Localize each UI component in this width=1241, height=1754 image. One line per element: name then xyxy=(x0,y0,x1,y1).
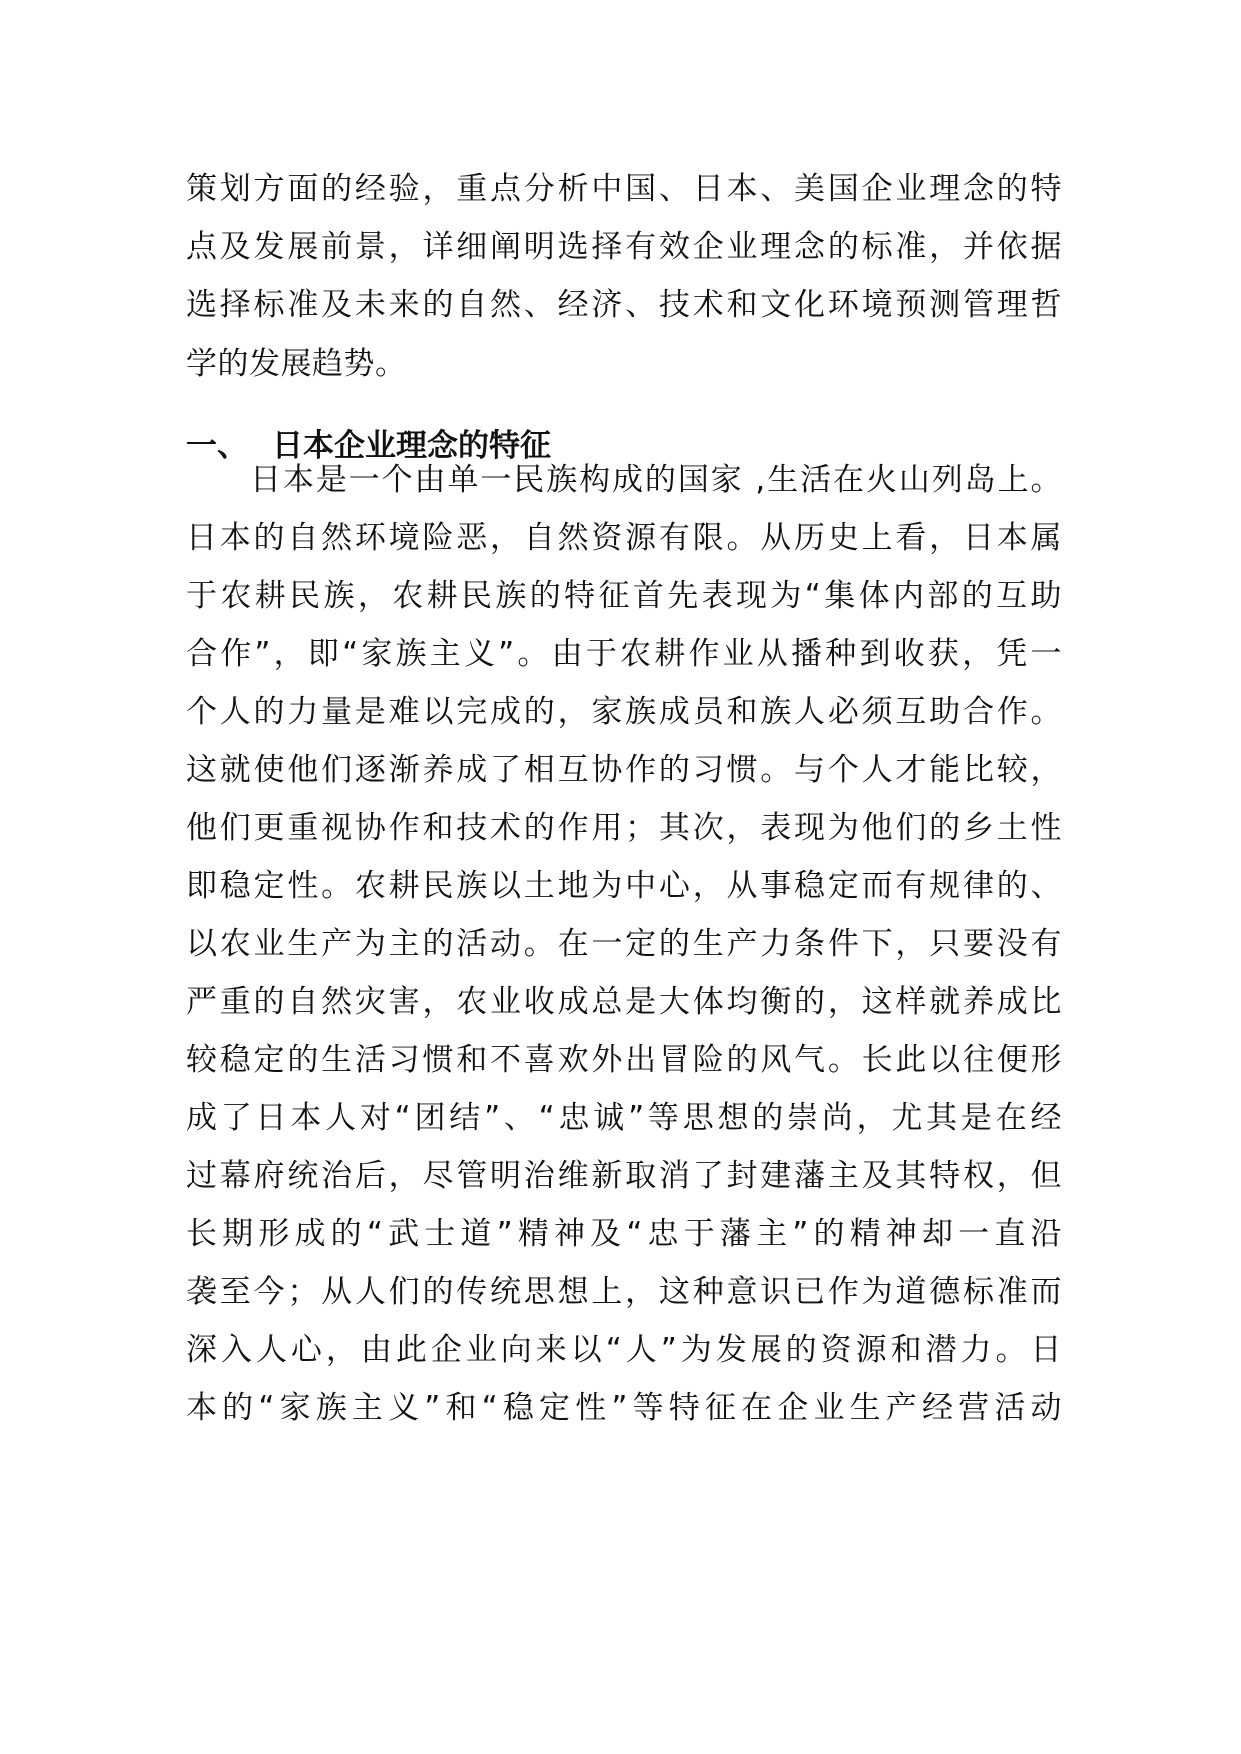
body-line-13: 过幕府统治后，尽管明治维新取消了封建藩主及其特权，但 xyxy=(186,1158,1062,1194)
intro-line-2: 点及发展前景，详细阐明选择有效企业理念的标准，并依据 xyxy=(186,229,1062,265)
body-line-10: 严重的自然灾害，农业收成总是大体均衡的，这样就养成比 xyxy=(186,984,1062,1020)
intro-line-3: 选择标准及未来的自然、经济、技术和文化环境预测管理哲 xyxy=(186,287,1062,323)
body-line-1: 日本是一个由单一民族构成的国家 ,生活在火山列岛上。 xyxy=(250,462,1062,498)
body-line-17: 本的“家族主义”和“稳定性”等特征在企业生产经营活动 xyxy=(186,1390,1062,1426)
body-line-4: 合作”，即“家族主义”。由于农耕作业从播种到收获，凭一 xyxy=(186,636,1062,672)
body-line-15: 袭至今；从人们的传统思想上，这种意识已作为道德标准而 xyxy=(186,1274,1062,1310)
body-line-3: 于农耕民族，农耕民族的特征首先表现为“集体内部的互助 xyxy=(186,578,1062,614)
body-line-14: 长期形成的“武士道”精神及“忠于藩主”的精神却一直沿 xyxy=(186,1216,1062,1252)
body-line-11: 较稳定的生活习惯和不喜欢外出冒险的风气。长此以往便形 xyxy=(186,1042,1062,1078)
body-line-5: 个人的力量是难以完成的，家族成员和族人必须互助合作。 xyxy=(186,694,1062,730)
body-line-12: 成了日本人对“团结”、“忠诚”等思想的崇尚，尤其是在经 xyxy=(186,1100,1062,1136)
section-title: 日本企业理念的特征 xyxy=(272,428,551,464)
body-line-2: 日本的自然环境险恶，自然资源有限。从历史上看，日本属 xyxy=(186,520,1062,556)
intro-line-1: 策划方面的经验，重点分析中国、日本、美国企业理念的特 xyxy=(186,171,1062,207)
body-line-6: 这就使他们逐渐养成了相互协作的习惯。与个人才能比较， xyxy=(186,752,1062,788)
intro-line-4: 学的发展趋势。 xyxy=(186,346,407,382)
body-line-7: 他们更重视协作和技术的作用；其次，表现为他们的乡土性 xyxy=(186,810,1062,846)
body-line-8: 即稳定性。农耕民族以土地为中心，从事稳定而有规律的、 xyxy=(186,868,1062,904)
body-line-9: 以农业生产为主的活动。在一定的生产力条件下，只要没有 xyxy=(186,926,1062,962)
section-number: 一、 xyxy=(186,428,248,464)
body-line-16: 深入人心，由此企业向来以“人”为发展的资源和潜力。日 xyxy=(186,1332,1062,1368)
